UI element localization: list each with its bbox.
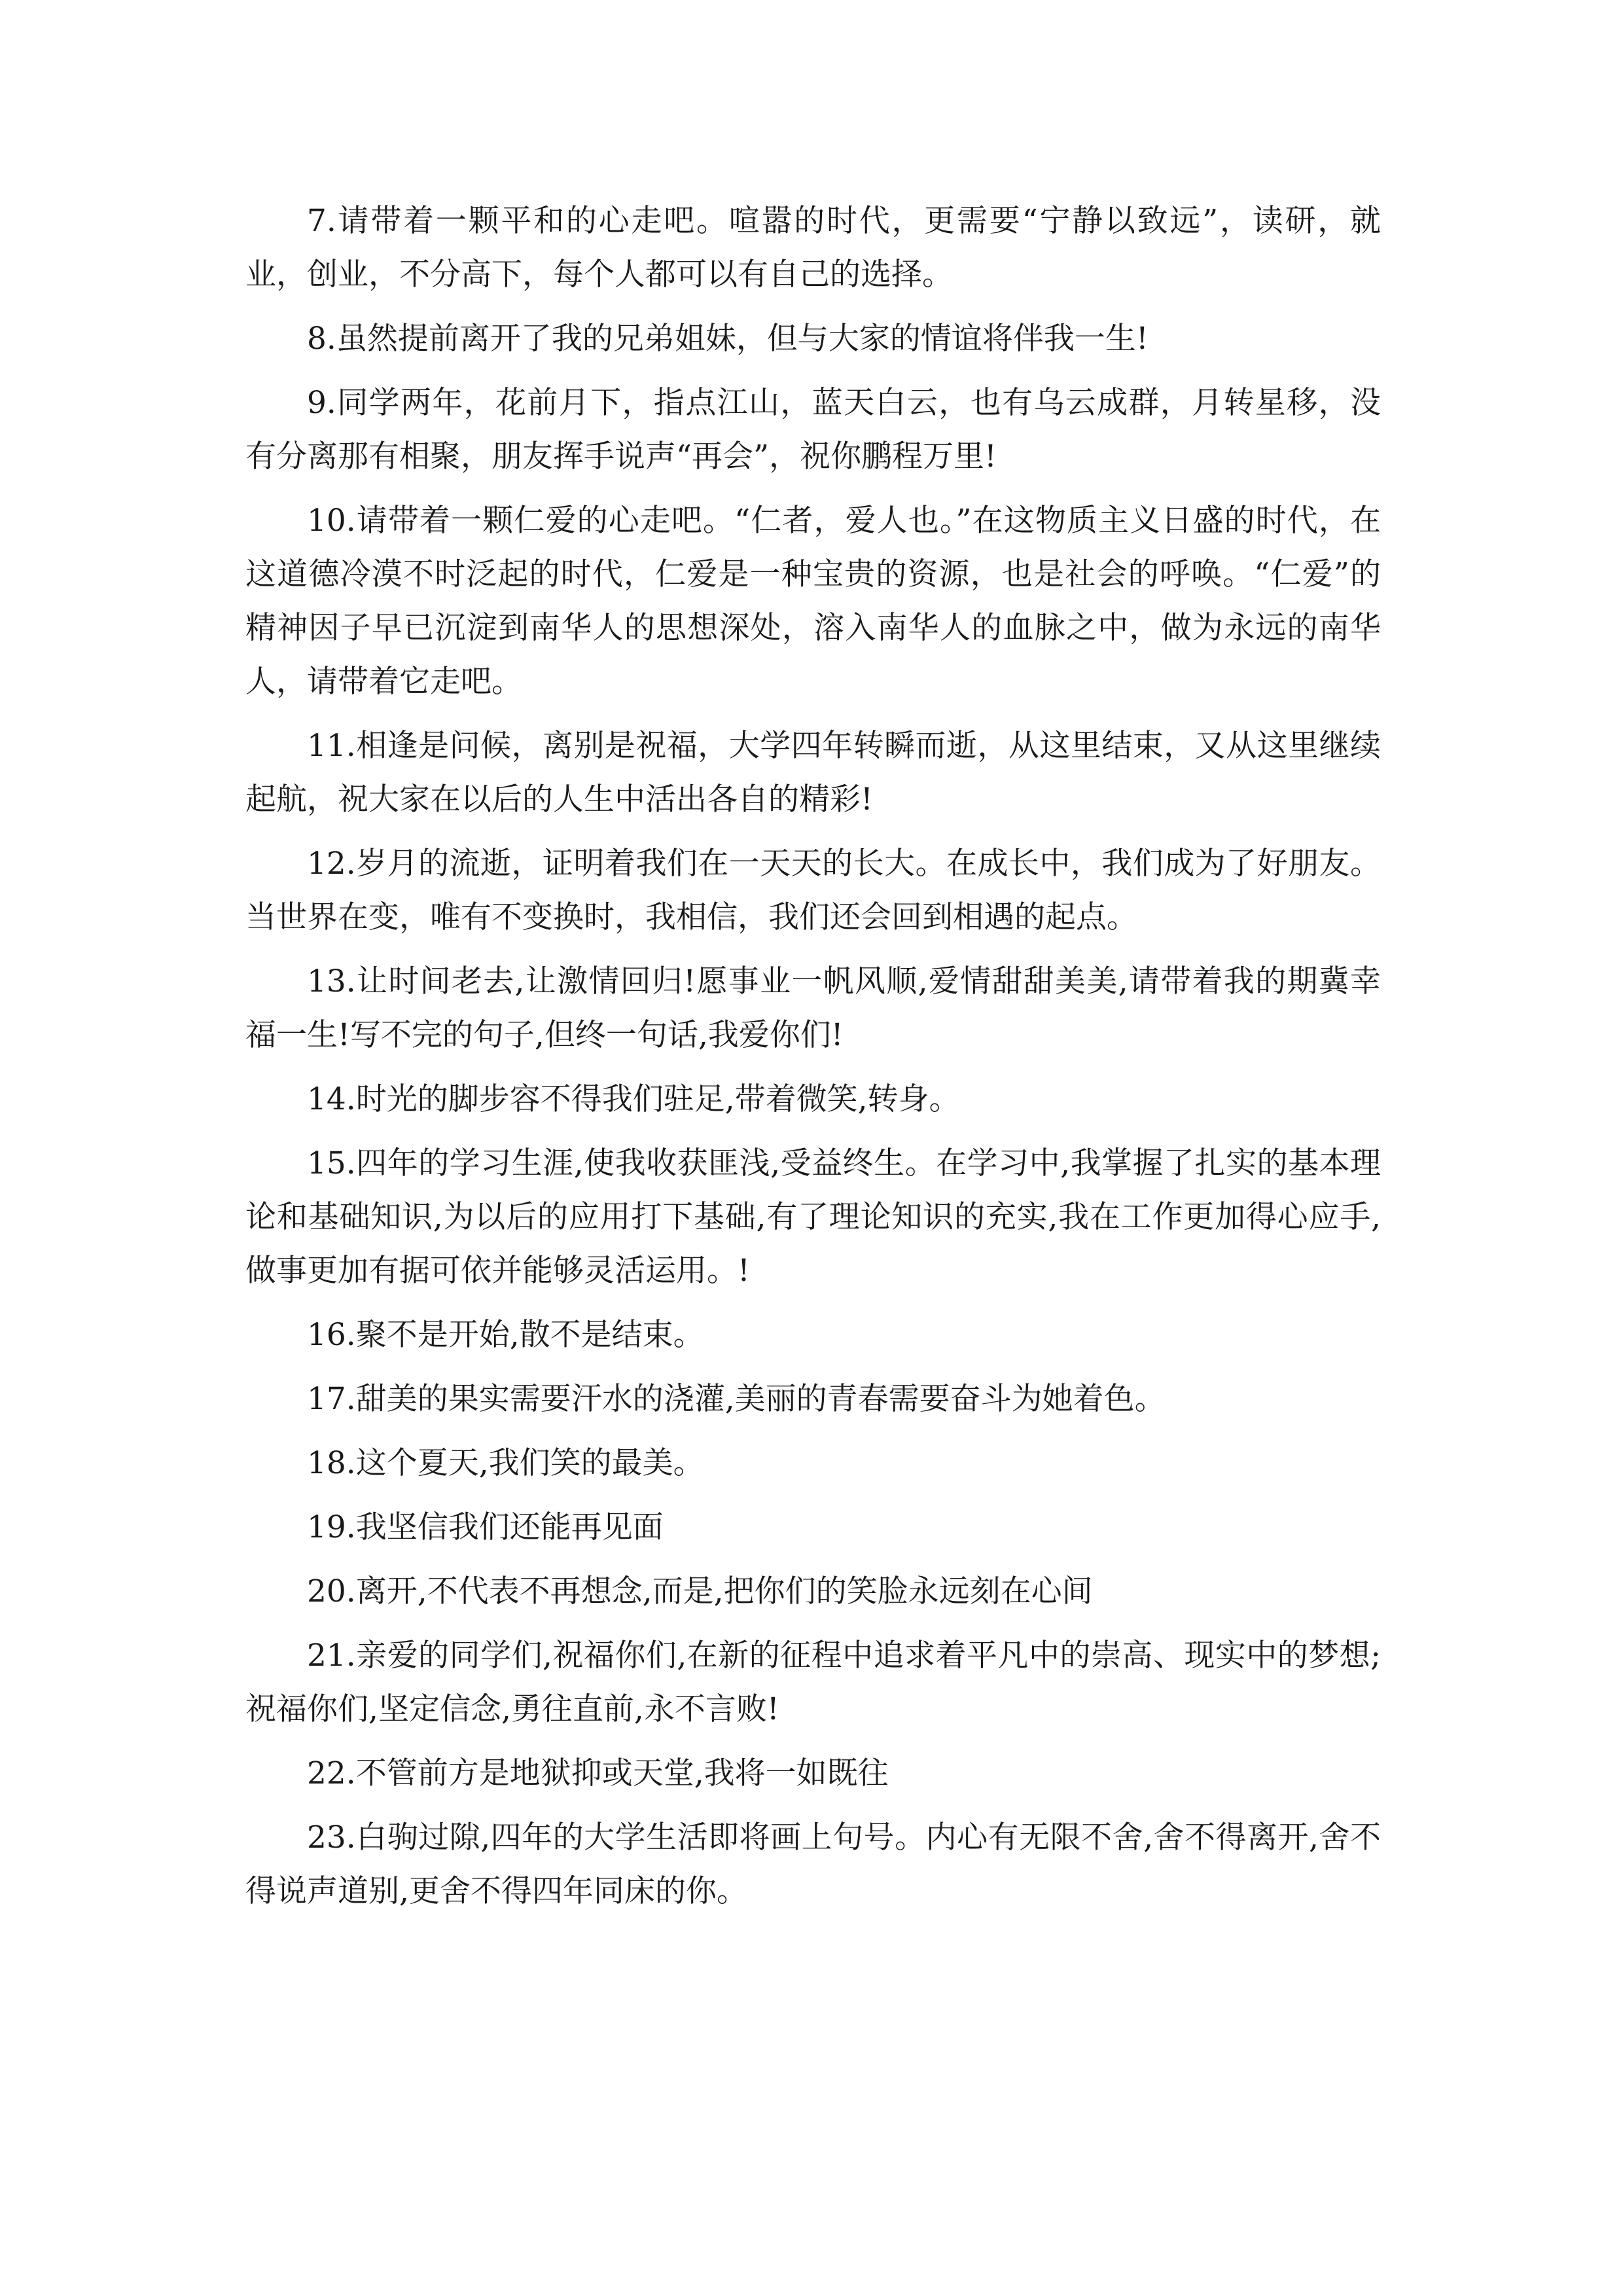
document-body: [245, 194, 1381, 1929]
paragraph-21: 21.亲爱的同学们,祝福你们,在新的征程中追求着平凡中的崇高、现实中的梦想;祝福你们,坚定信念,勇往直前,永不言败!: [245, 1638, 1381, 1727]
paragraph-23: 23.白驹过隙,四年的大学生活即将画上句号。内心有无限不舍,舍不得离开,舍不得说声道别,更舍不得四年同床的你。: [245, 1820, 1381, 1909]
paragraph-22: 22.不管前方是地狱抑或天堂,我将一如既往: [307, 1755, 889, 1791]
paragraph-18: 18.这个夏天,我们笑的最美。: [307, 1445, 704, 1481]
paragraph-11: 11.相逢是问候，离别是祝福，大学四年转瞬而逝，从这里结束，又从这里继续起航，祝大家在以后的人生中活出各自的精彩!: [245, 728, 1381, 817]
paragraph-19: 19.我坚信我们还能再见面: [307, 1509, 664, 1545]
paragraph-20: 20.离开,不代表不再想念,而是,把你们的笑脸永远刻在心间: [307, 1573, 1093, 1609]
paragraph-9: 9.同学两年，花前月下，指点江山，蓝天白云，也有乌云成群，月转星移，没有分离那有相聚，朋友挥手说声“再会”，祝你鹏程万里!: [245, 385, 1381, 475]
paragraph-15: 15.四年的学习生涯,使我收获匪浅,受益终生。在学习中,我掌握了扎实的基本理论和基础知识,为以后的应用打下基础,有了理论知识的充实,我在工作更加得心应手,做事更加有据可依并能够灵活运用。!: [245, 1145, 1381, 1289]
paragraph-16: 16.聚不是开始,散不是结束。: [307, 1317, 704, 1353]
paragraph-10: 10.请带着一颗仁爱的心走吧。“仁者，爱人也。”在这物质主义日盛的时代，在这道德冷漠不时泛起的时代，仁爱是一种宝贵的资源，也是社会的呼唤。“仁爱”的精神因子早已沉淀到南华人的思想深处，溶入南华人的血脉之中，做为永远的南华人，请带着它走吧。: [245, 503, 1381, 700]
paragraph-7: 7.请带着一颗平和的心走吧。喧嚣的时代，更需要“宁静以致远”，读研，就业，创业，不分高下，每个人都可以有自己的选择。: [245, 203, 1381, 293]
paragraph-12: 12.岁月的流逝，证明着我们在一天天的长大。在成长中，我们成为了好朋友。当世界在变，唯有不变换时，我相信，我们还会回到相遇的起点。: [245, 846, 1381, 935]
paragraph-17: 17.甜美的果实需要汗水的浇灌,美丽的青春需要奋斗为她着色。: [307, 1381, 1166, 1417]
paragraph-14: 14.时光的脚步容不得我们驻足,带着微笑,转身。: [307, 1081, 960, 1117]
paragraph-13: 13.让时间老去,让激情回归!愿事业一帆风顺,爱情甜甜美美,请带着我的期冀幸福一生!写不完的句子,但终一句话,我爱你们!: [245, 963, 1381, 1053]
paragraph-8: 8.虽然提前离开了我的兄弟姐妹，但与大家的情谊将伴我一生!: [307, 321, 1149, 357]
